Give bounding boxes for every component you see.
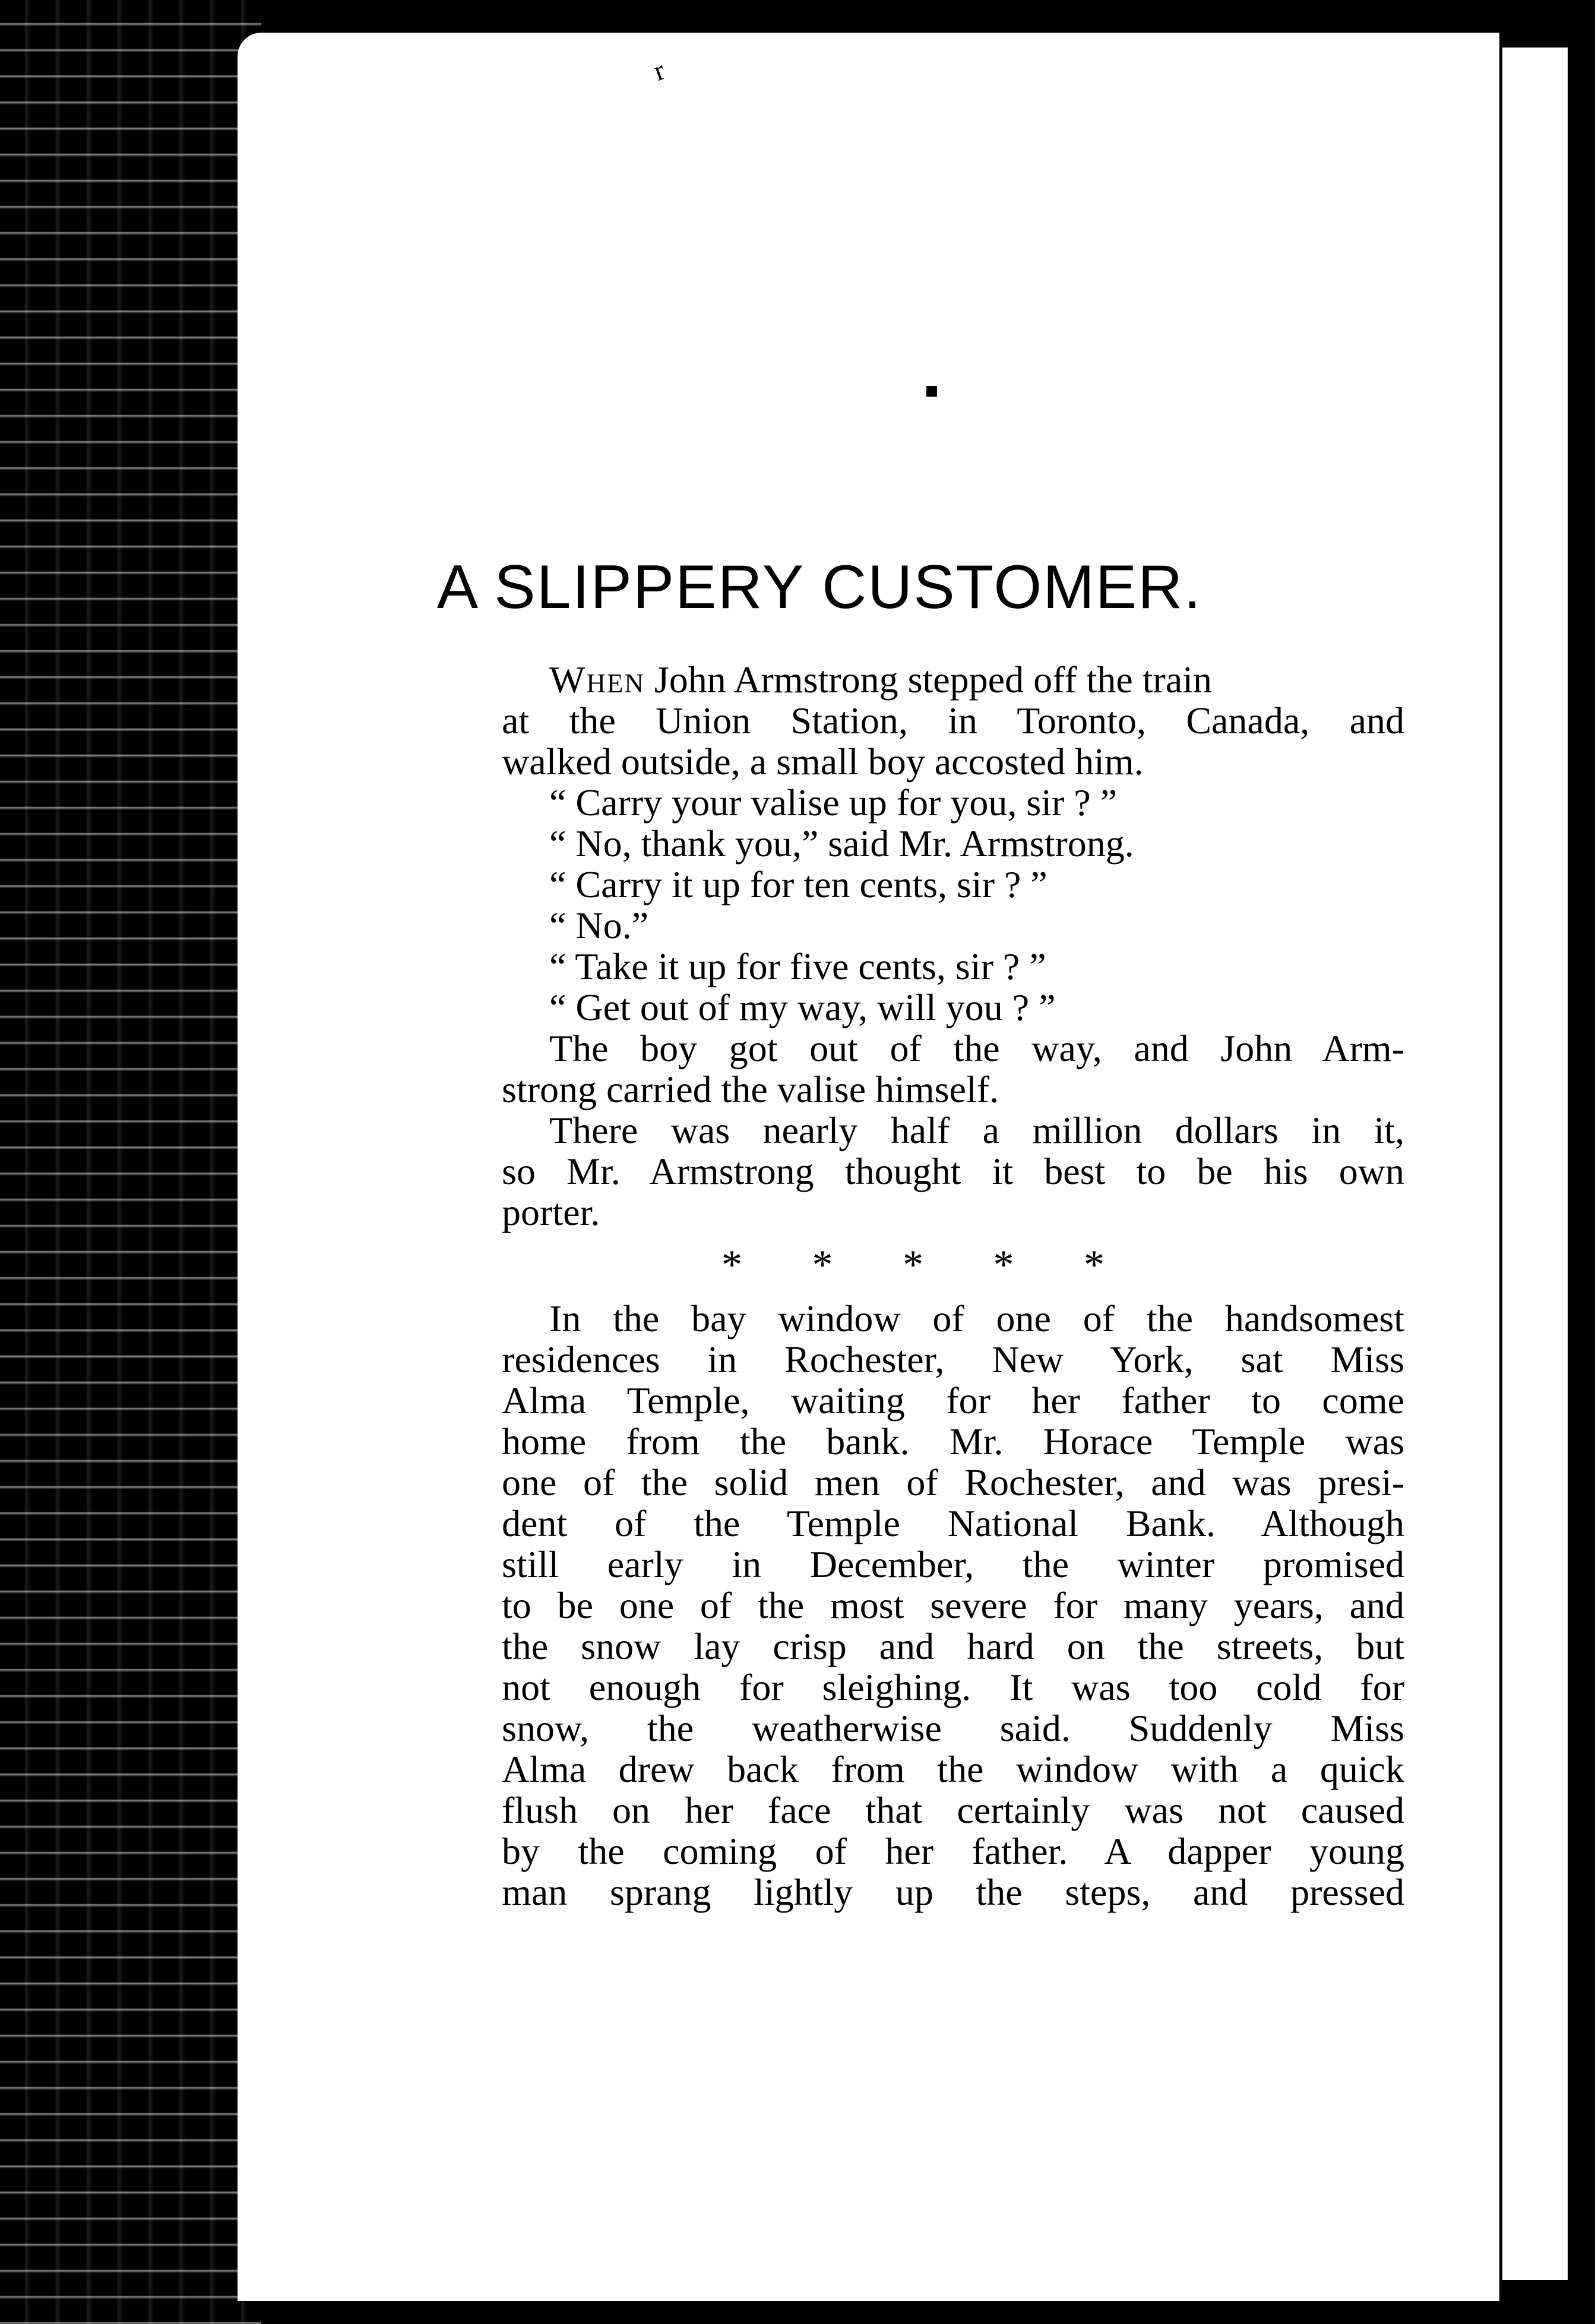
- facing-page-edge: [1502, 48, 1568, 2280]
- section-separator: * * * * *: [721, 1242, 1105, 1288]
- text-line: by the coming of her father. A dapper young: [502, 1830, 1404, 1872]
- dialogue-line: “ Carry your valise up for you, sir ? ”: [549, 781, 1118, 824]
- text-line: porter.: [502, 1191, 600, 1233]
- text-line: still early in December, the winter promised: [502, 1543, 1404, 1585]
- text-line: flush on her face that certainly was not caused: [502, 1789, 1404, 1831]
- ink-mark: ʳ: [647, 50, 675, 104]
- dialogue-line: “ Take it up for five cents, sir ? ”: [549, 945, 1046, 987]
- text-line: so Mr. Armstrong thought it best to be his own: [502, 1150, 1404, 1192]
- text-line: man sprang lightly up the steps, and pressed: [502, 1871, 1404, 1913]
- text-line: the snow lay crisp and hard on the streets, but: [502, 1625, 1404, 1667]
- dialogue-line: “ Get out of my way, will you ? ”: [549, 986, 1056, 1028]
- text-line: one of the solid men of Rochester, and was presi-: [502, 1461, 1404, 1503]
- dialogue-line: “ No, thank you,” said Mr. Armstrong.: [549, 822, 1134, 865]
- dialogue-line: “ Carry it up for ten cents, sir ? ”: [549, 863, 1047, 905]
- text-line: Alma Temple, waiting for her father to come: [502, 1379, 1404, 1421]
- text-line: strong carried the valise himself.: [502, 1068, 999, 1110]
- text-line: walked outside, a small boy accosted him.: [502, 740, 1144, 783]
- dialogue-line: “ No.”: [549, 904, 649, 946]
- book-binding-edge: [0, 0, 261, 2324]
- chapter-body: [502, 659, 1404, 1913]
- text-line: When John Armstrong stepped off the train: [549, 658, 1213, 701]
- text-line: There was nearly half a million dollars in it,: [549, 1109, 1404, 1151]
- text-line: not enough for sleighing. It was too cold for: [502, 1666, 1404, 1708]
- text-line: residences in Rochester, New York, sat Miss: [502, 1338, 1404, 1381]
- text-line: snow, the weatherwise said. Suddenly Miss: [502, 1707, 1404, 1749]
- text-line: home from the bank. Mr. Horace Temple was: [502, 1420, 1404, 1462]
- drop-word: When: [549, 658, 645, 701]
- text-line: The boy got out of the way, and John Arm-: [549, 1027, 1404, 1069]
- text-line: Alma drew back from the window with a quick: [502, 1748, 1404, 1790]
- text-line: at the Union Station, in Toronto, Canada, and: [502, 699, 1404, 742]
- ink-speck: [926, 386, 937, 397]
- text-line: In the bay window of one of the handsomest: [549, 1297, 1404, 1340]
- chapter-title: A SLIPPERY CUSTOMER.: [436, 553, 1202, 622]
- text-line: dent of the Temple National Bank. Although: [502, 1502, 1404, 1544]
- text-line: to be one of the most severe for many years, and: [502, 1584, 1404, 1626]
